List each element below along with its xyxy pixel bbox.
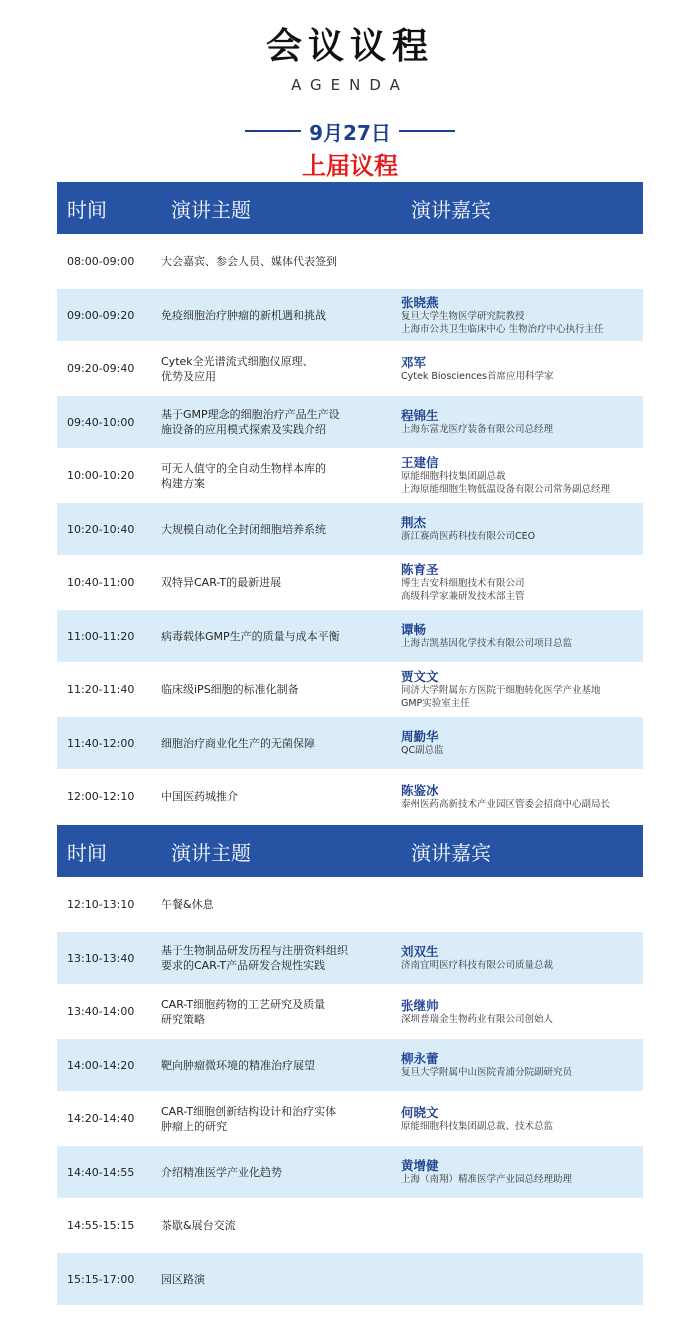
speaker-affiliation: 上海吉凯基因化学技术有限公司项目总监 [401, 638, 573, 649]
topic-line: 大会嘉宾、参会人员、媒体代表签到 [161, 255, 337, 268]
speaker-affiliation: 浙江赛尚医药科技有限公司CEO [401, 531, 536, 542]
session-topic [161, 943, 401, 973]
speaker-cell [401, 783, 643, 811]
session-time: 10:40-11:00 [67, 576, 135, 589]
divider-line-right [399, 130, 455, 132]
speaker-name: 贾文文 [401, 669, 439, 684]
speaker-affiliation: 原能细胞科技集团副总裁、技术总监 [401, 1120, 554, 1132]
topic-line: 细胞治疗商业化生产的无菌保障 [161, 736, 315, 750]
topic-line: 构建方案 [161, 476, 205, 490]
session-topic [161, 522, 401, 537]
session-topic [161, 1058, 401, 1073]
table-header [57, 182, 643, 234]
topic-line: 优势及应用 [161, 369, 216, 383]
table-row [57, 771, 643, 823]
speaker-name: 谭畅 [401, 622, 427, 637]
agenda-date: 9月27日 [309, 120, 391, 145]
speaker-name: 何晓文 [401, 1104, 439, 1120]
speaker-cell [401, 1105, 643, 1133]
topic-line: 免疫细胞治疗肿瘤的新机遇和挑战 [161, 308, 326, 322]
speaker-affiliation: GMP实验室主任 [401, 698, 470, 709]
session-topic [161, 736, 401, 751]
topic-line: 茶歇&展台交流 [161, 1219, 236, 1232]
header-speaker: 演讲嘉宾 [411, 840, 491, 865]
table-row [57, 396, 643, 448]
table-row [57, 610, 643, 662]
speaker-name: 王建信 [401, 455, 439, 470]
speaker-name: 程锦生 [401, 408, 439, 423]
session-time: 09:20-09:40 [67, 362, 135, 375]
table-row [57, 236, 643, 288]
speaker-affiliation: Cytek Biosciences首席应用科学家 [401, 370, 554, 382]
topic-line: 午餐&休息 [161, 898, 214, 911]
session-time: 10:00-10:20 [67, 469, 135, 482]
speaker-cell [401, 729, 643, 757]
topic-line: 基于生物制品研发历程与注册资料组织 [161, 944, 348, 957]
topic-line: 要求的CAR-T产品研发合规性实践 [161, 959, 326, 972]
session-time: 15:15-17:00 [67, 1272, 135, 1286]
session-topic [161, 1218, 401, 1233]
header-time: 时间 [67, 197, 107, 222]
table-row [57, 557, 643, 609]
speaker-cell [401, 1051, 643, 1079]
session-time: 14:55-15:15 [67, 1219, 135, 1232]
table-row [57, 1200, 643, 1252]
speaker-name: 黄增健 [401, 1158, 439, 1173]
speaker-name: 张继帅 [401, 997, 439, 1013]
session-time: 12:00-12:10 [67, 790, 135, 803]
speaker-cell [401, 1158, 643, 1186]
session-topic [161, 629, 401, 644]
speaker-affiliation: 泰州医药高新技术产业园区管委会招商中心副局长 [401, 798, 611, 810]
speaker-cell [401, 562, 643, 603]
topic-line: 可无人值守的全自动生物样本库的 [161, 461, 326, 475]
date-row [0, 116, 700, 146]
topic-line: 双特异CAR-T的最新进展 [161, 576, 282, 589]
speaker-cell [401, 408, 643, 436]
speaker-affiliation: 上海原能细胞生物低温设备有限公司常务副总经理 [401, 484, 611, 495]
speaker-name: 邓军 [401, 354, 427, 370]
topic-line: 基于GMP理念的细胞治疗产品生产设 [161, 408, 340, 421]
agenda-table-morning [57, 182, 643, 823]
session-time: 11:20-11:40 [67, 683, 135, 696]
speaker-affiliation: 博生吉安科细胞技术有限公司 [401, 578, 525, 589]
speaker-name: 周勤华 [401, 729, 439, 744]
speaker-cell [401, 944, 643, 972]
speaker-cell [401, 622, 643, 650]
table-row [57, 879, 643, 931]
session-topic [161, 407, 401, 437]
session-time: 13:40-14:00 [67, 1005, 135, 1018]
topic-line: 中国医药城推介 [161, 790, 238, 803]
table-row [57, 343, 643, 395]
speaker-cell [401, 355, 643, 383]
speaker-affiliation: QC副总监 [401, 745, 444, 756]
topic-line: CAR-T细胞创新结构设计和治疗实体 [161, 1104, 337, 1118]
session-topic [161, 682, 401, 697]
session-time: 08:00-09:00 [67, 255, 135, 268]
speaker-name: 柳永蕾 [401, 1051, 439, 1066]
session-topic [161, 1272, 401, 1287]
session-time: 09:40-10:00 [67, 415, 135, 429]
session-topic [161, 897, 401, 912]
table-row [57, 932, 643, 984]
topic-line: 病毒载体GMP生产的质量与成本平衡 [161, 629, 340, 643]
speaker-name: 刘双生 [401, 944, 439, 959]
session-topic [161, 1165, 401, 1180]
session-time: 14:00-14:20 [67, 1058, 135, 1072]
topic-line: CAR-T细胞药物的工艺研究及质量 [161, 997, 326, 1011]
page-subtitle: AGENDA [291, 76, 409, 94]
session-topic [161, 789, 401, 804]
topic-line: Cytek全光谱流式细胞仪原理、 [161, 354, 314, 368]
speaker-name: 荆杰 [401, 515, 427, 530]
speaker-affiliation: 原能细胞科技集团副总裁 [401, 471, 506, 482]
session-time: 09:00-09:20 [67, 308, 135, 322]
table-row [57, 289, 643, 341]
topic-line: 研究策略 [161, 1012, 205, 1026]
table-row [57, 1146, 643, 1198]
topic-line: 施设备的应用模式探索及实践介绍 [161, 423, 326, 436]
divider-line-left [245, 130, 301, 132]
page-title: 会议议程 [265, 26, 434, 67]
topic-line: 介绍精准医学产业化趋势 [161, 1165, 282, 1179]
session-topic [161, 308, 401, 323]
topic-line: 园区路演 [161, 1272, 205, 1286]
session-time: 13:10-13:40 [67, 951, 135, 965]
speaker-cell [401, 515, 643, 543]
table-row [57, 986, 643, 1038]
header-topic: 演讲主题 [171, 840, 251, 865]
speaker-affiliation: 复旦大学附属中山医院青浦分院副研究员 [401, 1067, 573, 1078]
table-row [57, 1093, 643, 1145]
session-label: 上届议程 [302, 152, 398, 180]
session-time: 10:20-10:40 [67, 522, 135, 536]
topic-line: 大规模自动化全封闭细胞培养系统 [161, 522, 326, 536]
speaker-name: 陈育圣 [401, 562, 439, 577]
speaker-cell [401, 455, 643, 496]
speaker-affiliation: 上海市公共卫生临床中心 生物治疗中心执行主任 [401, 323, 604, 335]
speaker-affiliation: 复旦大学生物医学研究院教授 [401, 310, 525, 322]
session-topic [161, 461, 401, 491]
session-topic [161, 354, 401, 384]
topic-line: 肿瘤上的研究 [161, 1119, 227, 1133]
table-row [57, 503, 643, 555]
table-row [57, 664, 643, 716]
table-row [57, 1039, 643, 1091]
session-topic [161, 254, 401, 269]
speaker-name: 张晓燕 [401, 294, 439, 310]
speaker-name: 陈鉴冰 [401, 782, 439, 798]
speaker-cell [401, 295, 643, 336]
agenda-table-afternoon [57, 825, 643, 1305]
session-topic [161, 997, 401, 1027]
speaker-affiliation: 同济大学附属东方医院干细胞转化医学产业基地 [401, 685, 601, 696]
session-time: 11:00-11:20 [67, 629, 135, 643]
speaker-cell [401, 669, 643, 710]
session-time: 12:10-13:10 [67, 898, 135, 911]
speaker-affiliation: 深圳普瑞金生物药业有限公司创始人 [401, 1013, 554, 1025]
header-speaker: 演讲嘉宾 [411, 197, 491, 222]
speaker-affiliation: 上海东富龙医疗装备有限公司总经理 [401, 424, 554, 435]
speaker-cell [401, 998, 643, 1026]
table-row [57, 1253, 643, 1305]
session-topic [161, 1104, 401, 1134]
table-row [57, 717, 643, 769]
topic-line: 靶向肿瘤微环境的精准治疗展望 [161, 1058, 315, 1072]
speaker-affiliation: 上海（南翔）精准医学产业园总经理助理 [401, 1174, 573, 1185]
session-topic [161, 575, 401, 590]
header-time: 时间 [67, 840, 107, 865]
speaker-affiliation: 济南宜明医疗科技有限公司质量总裁 [401, 960, 554, 971]
topic-line: 临床级iPS细胞的标准化制备 [161, 683, 299, 696]
table-row [57, 450, 643, 502]
session-time: 14:40-14:55 [67, 1165, 135, 1179]
session-time: 14:20-14:40 [67, 1112, 135, 1125]
header-topic: 演讲主题 [171, 197, 251, 222]
speaker-affiliation: 高级科学家兼研发技术部主管 [401, 591, 525, 602]
session-time: 11:40-12:00 [67, 736, 135, 750]
table-header [57, 825, 643, 877]
